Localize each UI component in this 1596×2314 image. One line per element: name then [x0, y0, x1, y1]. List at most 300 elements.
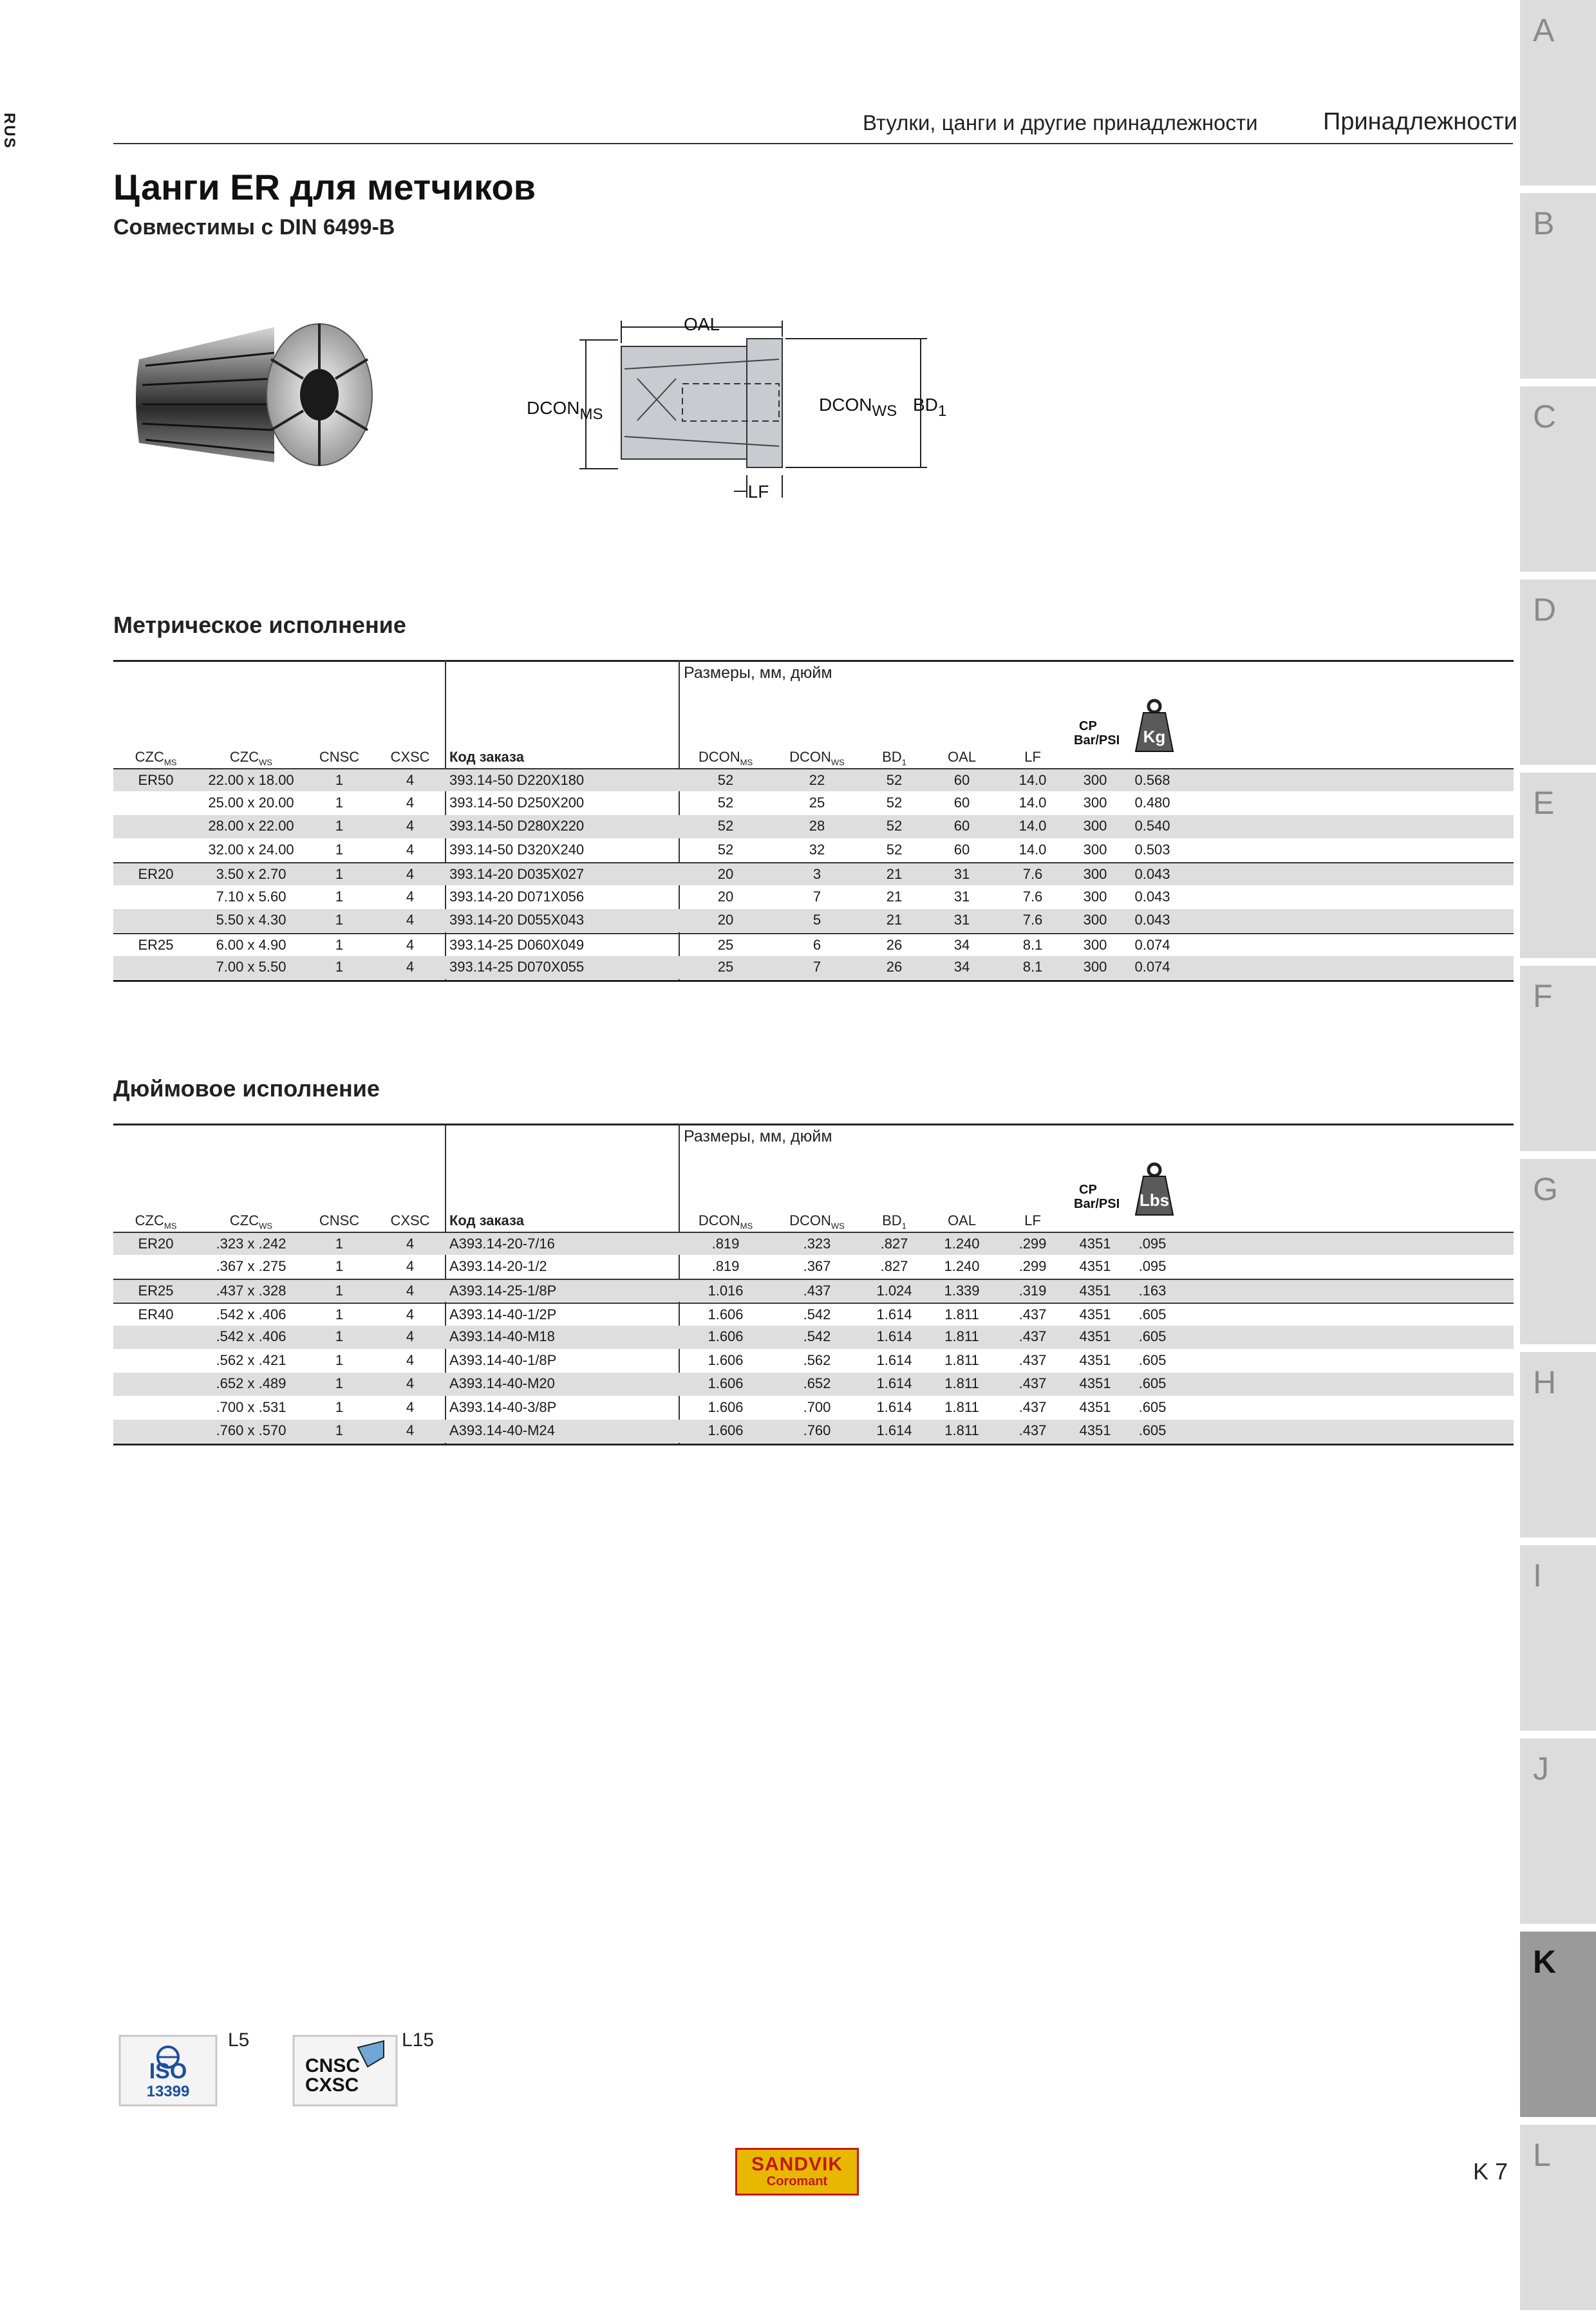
col-oal: OAL	[947, 1212, 977, 1228]
diagram-dcon-ms-label: DCONMS	[527, 398, 603, 423]
page-title: Цанги ER для метчиков	[113, 167, 536, 207]
cell-wt: .605	[1138, 1306, 1167, 1322]
col-dcon-ms: $DCON_{MS}$	[698, 749, 753, 767]
cell-dcon-ws: 28	[809, 818, 825, 834]
cell-oal: 31	[953, 912, 970, 928]
tab-label: A	[1533, 12, 1555, 48]
cell-czc-ws: 22.00 x 18.00	[208, 772, 294, 788]
col-czc-ws: $CZC_{WS}$	[229, 1212, 273, 1231]
cell-wt: 0.043	[1134, 888, 1170, 905]
cell-cxsc: 4	[406, 866, 415, 882]
cell-wt: .095	[1138, 1236, 1167, 1252]
metric-section-title: Метрическое исполнение	[113, 612, 406, 638]
cell-czc-ws: .542 x .406	[216, 1306, 286, 1322]
tab-g[interactable]	[1520, 1159, 1596, 1348]
cell-lf: .299	[1019, 1257, 1047, 1274]
svg-text:13399: 13399	[146, 2083, 190, 2100]
cell-dcon-ws: 5	[812, 912, 821, 928]
cell-wt: .095	[1138, 1257, 1167, 1274]
cell-dcon-ws: 22	[809, 772, 825, 788]
cp-label: CP	[1079, 1183, 1097, 1197]
cell-cnsc: 1	[335, 818, 344, 834]
cell-bd: 52	[886, 772, 903, 788]
cell-cxsc: 4	[406, 959, 415, 975]
cell-dcon-ws: 32	[809, 841, 825, 858]
col-lf: LF	[1024, 749, 1041, 765]
cell-czc-ws: 7.00 x 5.50	[216, 959, 286, 975]
diagram-oal-label: OAL	[683, 314, 720, 334]
col-dcon-ws: $DCON_{WS}$	[789, 1212, 845, 1231]
cell-wt: .163	[1138, 1283, 1167, 1299]
sandvik-coromant-logo: SANDVIK Coromant	[735, 2148, 859, 2196]
cell-dcon-ws: 7	[812, 959, 821, 975]
cell-oal: 60	[953, 772, 970, 788]
cell-bd: 21	[886, 888, 903, 905]
cell-cnsc: 1	[335, 936, 344, 953]
cell-cxsc: 4	[406, 841, 415, 858]
cell-lf: 7.6	[1022, 866, 1043, 882]
col-bd: $BD_1$	[882, 1212, 906, 1231]
cell-dcon-ws: .652	[803, 1375, 831, 1391]
tab-a[interactable]	[1520, 0, 1596, 189]
inch-table	[113, 1124, 1514, 1445]
coolant-pressure-icon	[1074, 719, 1120, 748]
cell-cxsc: 4	[406, 1328, 415, 1344]
cell-bd: 21	[886, 912, 903, 928]
cell-wt: .605	[1138, 1375, 1167, 1391]
cell-cxsc: 4	[406, 772, 415, 788]
dims-caption: Размеры, мм, дюйм	[684, 664, 832, 682]
tab-label: L	[1533, 2137, 1551, 2173]
cell-dcon-ws: .700	[803, 1398, 831, 1415]
col-cnsc: CNSC	[319, 1212, 360, 1228]
cell-lf: .437	[1019, 1375, 1047, 1391]
col-dcon-ms: $DCON_{MS}$	[698, 1212, 753, 1231]
cell-lf: 8.1	[1022, 959, 1043, 975]
cell-czc-ms: ER25	[138, 936, 174, 953]
cell-lf: .437	[1019, 1422, 1047, 1438]
cell-dcon-ws: .542	[803, 1328, 831, 1344]
cell-code: A393.14-40-1/8P	[449, 1351, 557, 1368]
cell-oal: 1.811	[944, 1398, 979, 1415]
language-tag: RUS	[1, 113, 18, 149]
table-row	[113, 1420, 1514, 1443]
cell-cp: 300	[1083, 818, 1107, 834]
cell-dcon-ms: 20	[717, 912, 734, 928]
cell-code: A393.14-40-1/2P	[449, 1306, 557, 1322]
tab-c[interactable]	[1520, 386, 1596, 576]
col-cxsc: CXSC	[390, 1212, 430, 1228]
cell-cp: 300	[1083, 888, 1107, 905]
cell-bd: 1.024	[876, 1283, 912, 1299]
cell-cxsc: 4	[406, 1375, 415, 1391]
cell-bd: 52	[886, 841, 903, 858]
diagram-dcon-ws-label: DCONWS	[819, 395, 897, 420]
cell-dcon-ms: 1.606	[708, 1328, 744, 1344]
cell-dcon-ms: 1.016	[708, 1283, 744, 1299]
tab-label: H	[1533, 1364, 1557, 1400]
cell-cxsc: 4	[406, 1236, 415, 1252]
cell-oal: 1.240	[944, 1236, 980, 1252]
cell-lf: 7.6	[1022, 912, 1043, 928]
page-subtitle: Совместимы с DIN 6499-B	[113, 215, 395, 240]
tab-h[interactable]	[1520, 1352, 1596, 1541]
cell-cnsc: 1	[335, 794, 344, 811]
diagram-bd-label: BD1	[913, 395, 947, 420]
weight-icon	[1132, 697, 1177, 755]
cell-cnsc: 1	[335, 959, 344, 975]
col-order-code: Код заказа	[449, 1212, 524, 1228]
table-row	[113, 1373, 1514, 1396]
weight-icon	[1132, 1161, 1177, 1219]
dims-caption: Размеры, мм, дюйм	[684, 1127, 832, 1145]
cell-cxsc: 4	[406, 794, 415, 811]
cell-cnsc: 1	[335, 1236, 344, 1252]
cell-oal: 1.339	[944, 1283, 980, 1299]
cell-cnsc: 1	[335, 1257, 344, 1274]
cell-oal: 31	[953, 866, 970, 882]
cell-oal: 31	[953, 888, 970, 905]
col-lf: LF	[1024, 1212, 1041, 1228]
cell-dcon-ms: 25	[717, 936, 734, 953]
cell-bd: 1.614	[876, 1398, 912, 1415]
cell-lf: 14.0	[1019, 841, 1047, 858]
cell-cp: 4351	[1079, 1375, 1111, 1391]
cell-dcon-ms: 1.606	[708, 1306, 744, 1322]
coolant-pressure-icon	[1074, 1183, 1120, 1211]
cell-cxsc: 4	[406, 818, 415, 834]
section-tab-strip	[1520, 0, 1596, 2259]
cell-lf: 14.0	[1019, 794, 1047, 811]
cell-oal: 60	[953, 794, 970, 811]
cell-oal: 60	[953, 818, 970, 834]
tab-k[interactable]	[1520, 1932, 1596, 2121]
cell-cxsc: 4	[406, 1306, 415, 1322]
collet-photo	[126, 314, 377, 475]
cell-lf: .437	[1019, 1351, 1047, 1368]
cell-cxsc: 4	[406, 1257, 415, 1274]
cell-dcon-ws: .323	[803, 1236, 831, 1252]
cell-cxsc: 4	[406, 1422, 415, 1438]
tab-b[interactable]	[1520, 193, 1596, 382]
cell-wt: .605	[1138, 1328, 1167, 1344]
cell-code: 393.14-20 D055X043	[449, 912, 585, 928]
cell-czc-ws: 28.00 x 22.00	[208, 818, 294, 834]
cell-code: A393.14-40-M24	[449, 1422, 555, 1438]
cell-code: 393.14-25 D070X055	[449, 959, 585, 975]
cell-cnsc: 1	[335, 1398, 344, 1415]
cell-czc-ws: .542 x .406	[216, 1328, 286, 1344]
cell-cp: 300	[1083, 936, 1107, 953]
tab-f[interactable]	[1520, 966, 1596, 1155]
cnsc-reference: L15	[402, 2029, 435, 2051]
cell-code: 393.14-50 D280X220	[449, 818, 585, 834]
cp-unit-label: Bar/PSI	[1074, 1197, 1120, 1211]
cell-bd: 52	[886, 818, 903, 834]
cell-cp: 300	[1083, 841, 1107, 858]
cell-code: A393.14-40-M20	[449, 1375, 555, 1391]
tab-i[interactable]	[1520, 1545, 1596, 1735]
col-bd: $BD_1$	[882, 749, 906, 767]
cell-code: A393.14-40-M18	[449, 1328, 555, 1344]
tab-label: E	[1533, 785, 1555, 821]
cell-cp: 300	[1083, 912, 1107, 928]
cell-code: A393.14-20-7/16	[449, 1236, 555, 1252]
cell-bd: .827	[880, 1236, 908, 1252]
cell-oal: 1.811	[944, 1328, 979, 1344]
table-bottom-rule	[113, 980, 1514, 982]
cell-dcon-ms: 20	[717, 866, 734, 882]
header-subsection: Втулки, цанги и другие принадлежности	[863, 111, 1258, 135]
header-section: Принадлежности	[1323, 108, 1518, 135]
cell-cnsc: 1	[335, 1283, 344, 1299]
cell-dcon-ms: 1.606	[708, 1351, 744, 1368]
cell-dcon-ws: .437	[803, 1283, 831, 1299]
collet-dimension-diagram	[521, 308, 959, 501]
cell-dcon-ws: 7	[812, 888, 821, 905]
cell-lf: .319	[1019, 1283, 1047, 1299]
cell-czc-ms: ER20	[138, 1236, 174, 1252]
cell-czc-ms: ER25	[138, 1283, 174, 1299]
cell-czc-ws: 3.50 x 2.70	[216, 866, 286, 882]
cell-dcon-ms: .819	[711, 1257, 740, 1274]
cell-bd: 52	[886, 794, 903, 811]
tab-j[interactable]	[1520, 1738, 1596, 1928]
cp-unit-label: Bar/PSI	[1074, 733, 1120, 748]
cell-czc-ws: 5.50 x 4.30	[216, 912, 286, 928]
cell-code: A393.14-25-1/8P	[449, 1283, 557, 1299]
cell-dcon-ms: 52	[717, 794, 734, 811]
cell-wt: 0.074	[1134, 936, 1170, 953]
table-row	[113, 862, 1514, 885]
cell-cp: 4351	[1079, 1257, 1111, 1274]
cell-cnsc: 1	[335, 772, 344, 788]
cell-oal: 1.240	[944, 1257, 980, 1274]
cell-cnsc: 1	[335, 1351, 344, 1368]
table-row	[113, 886, 1514, 909]
cell-lf: 14.0	[1019, 818, 1047, 834]
cell-cnsc: 1	[335, 866, 344, 882]
cell-dcon-ws: .367	[803, 1257, 831, 1274]
cell-lf: .437	[1019, 1398, 1047, 1415]
cell-oal: 60	[953, 841, 970, 858]
cell-code: A393.14-40-3/8P	[449, 1398, 557, 1415]
cell-bd: 1.614	[876, 1351, 912, 1368]
cell-czc-ws: 32.00 x 24.00	[208, 841, 294, 858]
cell-cp: 300	[1083, 772, 1107, 788]
cell-wt: .605	[1138, 1398, 1167, 1415]
col-czc-ms: $CZC_{MS}$	[135, 1212, 177, 1231]
cell-bd: 1.614	[876, 1375, 912, 1391]
table-row	[113, 1279, 1514, 1302]
col-czc-ws: $CZC_{WS}$	[229, 749, 273, 767]
cell-czc-ws: .562 x .421	[216, 1351, 286, 1368]
tab-label: F	[1533, 978, 1553, 1014]
svg-text:CNSC: CNSC	[305, 2055, 361, 2076]
cell-wt: 0.503	[1134, 841, 1170, 858]
cell-wt: .605	[1138, 1351, 1167, 1368]
cell-lf: 8.1	[1022, 936, 1043, 953]
cell-bd: 1.614	[876, 1328, 912, 1344]
cell-dcon-ms: 52	[717, 841, 734, 858]
iso-13399-logo	[113, 2028, 223, 2112]
cell-cnsc: 1	[335, 1328, 344, 1344]
cell-dcon-ms: 52	[717, 818, 734, 834]
cell-cp: 4351	[1079, 1398, 1111, 1415]
cell-wt: 0.043	[1134, 912, 1170, 928]
cnsc-cxsc-logo	[287, 2028, 403, 2112]
cell-lf: 14.0	[1019, 772, 1047, 788]
cell-lf: .437	[1019, 1328, 1047, 1344]
tab-label: I	[1533, 1557, 1542, 1594]
cell-oal: 1.811	[944, 1422, 979, 1438]
tab-label: D	[1533, 592, 1557, 628]
cell-oal: 34	[953, 936, 970, 953]
cell-code: A393.14-20-1/2	[449, 1257, 547, 1274]
cell-wt: 0.540	[1134, 818, 1170, 834]
cell-code: 393.14-25 D060X049	[449, 936, 585, 953]
cell-cp: 4351	[1079, 1328, 1111, 1344]
svg-text:ISO: ISO	[149, 2059, 187, 2084]
cell-dcon-ms: 52	[717, 772, 734, 788]
cell-lf: .437	[1019, 1306, 1047, 1322]
col-cnsc: CNSC	[319, 749, 360, 765]
cell-wt: 0.043	[1134, 866, 1170, 882]
cell-czc-ws: .367 x .275	[216, 1257, 286, 1274]
header-rule	[113, 143, 1513, 144]
cell-bd: 1.614	[876, 1422, 912, 1438]
cell-czc-ws: .437 x .328	[216, 1283, 286, 1299]
cell-czc-ws: .760 x .570	[216, 1422, 286, 1438]
table-row	[113, 1326, 1514, 1349]
col-oal: OAL	[947, 749, 977, 765]
diagram-lf-label: LF	[747, 482, 769, 501]
cell-cp: 4351	[1079, 1236, 1111, 1252]
tab-label: J	[1533, 1751, 1549, 1787]
cell-oal: 34	[953, 959, 970, 975]
cell-oal: 1.811	[944, 1306, 979, 1322]
tab-label: C	[1533, 399, 1557, 435]
cell-cnsc: 1	[335, 841, 344, 858]
cell-dcon-ms: 20	[717, 888, 734, 905]
cell-cnsc: 1	[335, 1422, 344, 1438]
cell-cxsc: 4	[406, 1283, 415, 1299]
cell-cnsc: 1	[335, 1375, 344, 1391]
cell-oal: 1.811	[944, 1375, 979, 1391]
cell-cp: 4351	[1079, 1283, 1111, 1299]
cell-cxsc: 4	[406, 888, 415, 905]
cell-cp: 4351	[1079, 1351, 1111, 1368]
table-row	[113, 768, 1514, 791]
table-row	[113, 792, 1514, 815]
col-czc-ms: $CZC_{MS}$	[135, 749, 177, 767]
tab-e[interactable]	[1520, 773, 1596, 962]
table-row	[113, 1350, 1514, 1373]
cell-lf: .299	[1019, 1236, 1047, 1252]
col-cxsc: CXSC	[390, 749, 430, 765]
cell-cp: 300	[1083, 959, 1107, 975]
cell-dcon-ws: 6	[812, 936, 821, 953]
cell-dcon-ws: .562	[803, 1351, 831, 1368]
table-row	[113, 1256, 1514, 1279]
cell-cnsc: 1	[335, 1306, 344, 1322]
col-dcon-ws: $DCON_{WS}$	[789, 749, 845, 767]
cell-code: 393.14-50 D220X180	[449, 772, 585, 788]
table-row	[113, 1232, 1514, 1255]
cell-wt: 0.480	[1134, 794, 1170, 811]
cell-cxsc: 4	[406, 1351, 415, 1368]
cell-bd: 26	[886, 936, 903, 953]
table-row	[113, 1397, 1514, 1420]
cell-czc-ws: 25.00 x 20.00	[208, 794, 294, 811]
cell-dcon-ws: 25	[809, 794, 825, 811]
cell-cnsc: 1	[335, 888, 344, 905]
cell-czc-ws: .700 x .531	[216, 1398, 286, 1415]
cell-code: 393.14-50 D320X240	[449, 841, 585, 858]
tab-label: K	[1533, 1944, 1557, 1980]
table-row	[113, 839, 1514, 862]
table-row	[113, 909, 1514, 932]
cell-code: 393.14-50 D250X200	[449, 794, 585, 811]
cell-czc-ws: 6.00 x 4.90	[216, 936, 286, 953]
cell-dcon-ms: 1.606	[708, 1422, 744, 1438]
table-bottom-rule	[113, 1444, 1514, 1445]
cell-code: 393.14-20 D071X056	[449, 888, 585, 905]
tab-label: B	[1533, 205, 1555, 241]
inch-section-title: Дюймовое исполнение	[113, 1075, 380, 1102]
cell-cxsc: 4	[406, 1398, 415, 1415]
cell-wt: .605	[1138, 1422, 1167, 1438]
weight-unit-label: Lbs	[1139, 1190, 1170, 1210]
cell-dcon-ws: 3	[812, 866, 821, 882]
col-order-code: Код заказа	[449, 749, 524, 765]
table-row	[113, 933, 1514, 956]
cell-czc-ms: ER40	[138, 1306, 174, 1322]
cell-wt: 0.074	[1134, 959, 1170, 975]
cell-cp: 300	[1083, 794, 1107, 811]
cell-czc-ws: .652 x .489	[216, 1375, 286, 1391]
weight-unit-label: Kg	[1143, 727, 1166, 746]
cell-cp: 300	[1083, 866, 1107, 882]
cell-cp: 4351	[1079, 1306, 1111, 1322]
svg-text:CXSC: CXSC	[305, 2074, 359, 2096]
cp-label: CP	[1079, 719, 1097, 733]
tab-label: G	[1533, 1171, 1558, 1207]
page-number: K 7	[1473, 2158, 1508, 2185]
cell-bd: 26	[886, 959, 903, 975]
cell-dcon-ms: 1.606	[708, 1375, 744, 1391]
cell-cnsc: 1	[335, 912, 344, 928]
cell-dcon-ws: .542	[803, 1306, 831, 1322]
metric-table	[113, 660, 1514, 982]
cell-code: 393.14-20 D035X027	[449, 866, 585, 882]
cell-oal: 1.811	[944, 1351, 979, 1368]
cell-cxsc: 4	[406, 912, 415, 928]
table-row	[113, 815, 1514, 838]
cell-cxsc: 4	[406, 936, 415, 953]
cell-dcon-ms: 25	[717, 959, 734, 975]
cell-dcon-ws: .760	[803, 1422, 831, 1438]
cell-czc-ms: ER20	[138, 866, 174, 882]
table-row	[113, 1303, 1514, 1326]
cell-dcon-ms: .819	[711, 1236, 740, 1252]
tab-d[interactable]	[1520, 579, 1596, 769]
cell-czc-ws: 7.10 x 5.60	[216, 888, 286, 905]
tab-l[interactable]	[1520, 2125, 1596, 2314]
cell-wt: 0.568	[1134, 772, 1170, 788]
cell-cp: 4351	[1079, 1422, 1111, 1438]
cell-lf: 7.6	[1022, 888, 1043, 905]
